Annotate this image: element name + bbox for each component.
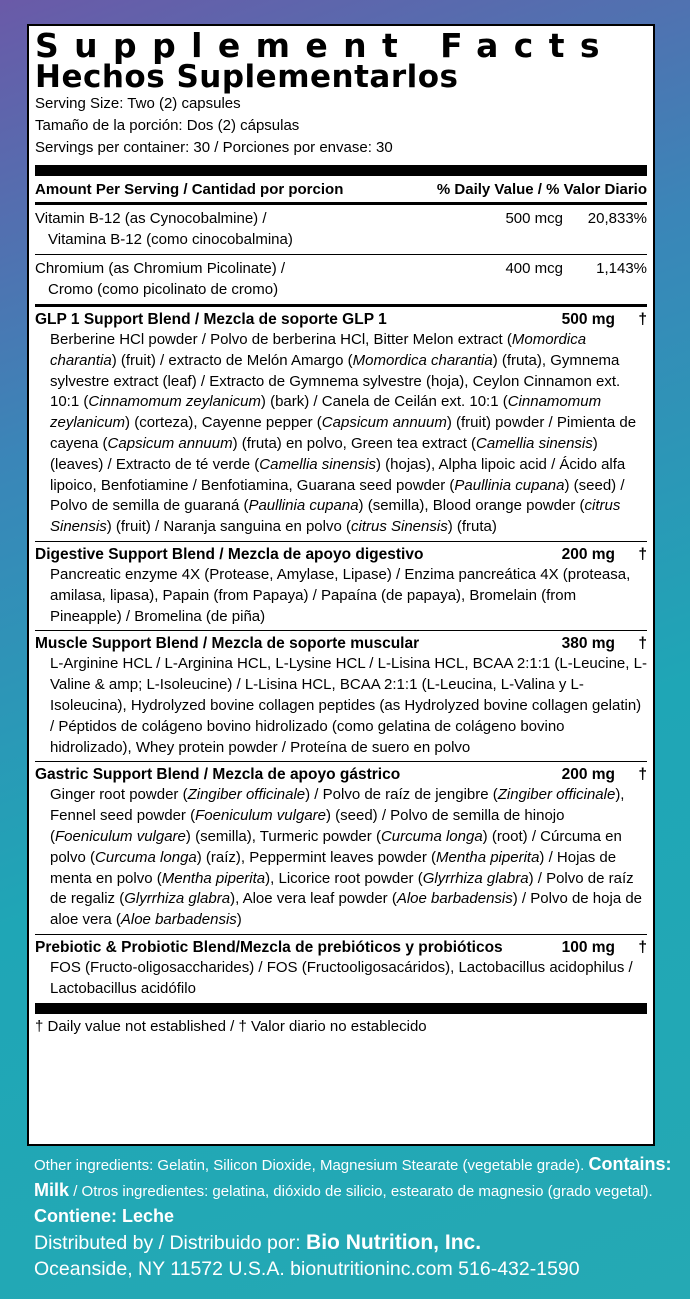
contiene-leche: Contiene: Leche [34, 1206, 175, 1226]
distributor [34, 1230, 674, 1256]
blend-title [35, 633, 647, 654]
other-ingredients-text-es: / Otros ingredientes: gelatina, dióxido de silicio, estearato de magnesio (grado vegetal). [73, 1183, 653, 1200]
latin-name: Curcuma longa [380, 827, 483, 845]
ingredient-text: Pancreatic enzyme 4X (Protease, Amylase, Lipase) / Enzima pancreática 4X (proteasa, amilasa, lipasa), Papain (from Papaya) / Papaína (de papaya), Bromelain (from Pineapple) / Bromelina (de piña) [50, 565, 631, 625]
ingredient-text: ) (root) / Cúrcuma en polvo ( [50, 827, 622, 866]
nutrient-name: Chromium (as Chromium Picolinate) / [35, 260, 286, 277]
dv-header: % Daily Value / % Valor Diario [436, 181, 647, 198]
nutrient-amount: 500 mcg [505, 210, 563, 227]
latin-name: citrus Sinensis [50, 497, 621, 536]
dagger: † [638, 311, 647, 328]
latin-name: Paullinia cupana [248, 497, 359, 515]
blend-row [35, 307, 647, 542]
thick-divider [35, 165, 647, 176]
blend-ingredients [35, 654, 647, 758]
label-bottom [34, 1152, 674, 1282]
blend-name: Gastric Support Blend / Mezcla de apoyo gástrico [35, 766, 401, 784]
blend-name: Muscle Support Blend / Mezcla de soporte muscular [35, 635, 420, 653]
ingredient-text: ) (fruit) / extracto de Melón Amargo ( [111, 351, 353, 369]
blend-amount: 380 mg [561, 635, 615, 653]
servings-per-container: Servings per container: 30 / Porciones por envase: 30 [35, 139, 393, 156]
blend-name: Prebiotic & Probiotic Blend/Mezcla de prebióticos y probióticos [35, 938, 503, 956]
supplement-facts-panel [27, 24, 655, 1146]
ingredient-text: L-Arginine HCL / L-Arginina HCL, L-Lysine HCL / L-Lisina HCL, BCAA 2:1:1 (L-Leucine, L-Valine & amp; L-Isoleucine) / L-Lisina HCL, BCAA 2:1:1 (L-Leucina, L-Valina y L-Isoleucina), Hydrolyzed bovine collagen peptides (as Hydrolyzed bovine collagen gelatin) / Péptidos de colágeno bovino hidrolizado (como gelatina de colágeno bovino hidrolizado), Whey protein powder / Proteína de suero en polvo [50, 655, 647, 756]
ingredient-text: ), Aloe vera leaf powder ( [230, 890, 397, 908]
blend-row [35, 935, 647, 1003]
thick-divider-bottom [35, 1003, 647, 1014]
ingredient-text: ) / Polvo de raíz de regaliz ( [50, 869, 634, 908]
ingredient-text: Berberine HCl powder / Polvo de berberina HCl, Bitter Melon extract ( [50, 331, 512, 348]
ingredient-text: ) / Polvo de raíz de jengibre ( [305, 786, 498, 804]
dagger: † [638, 766, 647, 784]
nutrient-amount: 400 mcg [505, 260, 563, 277]
amount-header: Amount Per Serving / Cantidad por porcion [35, 181, 344, 198]
ingredient-text: ) [236, 911, 242, 929]
ingredient-text: ), Fennel seed powder ( [50, 786, 625, 825]
ingredient-text: ) (seed) / Polvo de semilla de guaraná ( [50, 476, 625, 515]
latin-name: Foeniculum vulgare [55, 827, 186, 845]
ingredient-text: ) (fruta) en polvo, Green tea extract ( [232, 434, 477, 452]
blend-name: Digestive Support Blend / Mezcla de apoyo digestivo [35, 545, 424, 563]
latin-name: Paullinia cupana [454, 476, 565, 494]
nutrient-dv: 1,143% [596, 260, 647, 277]
ingredient-text: ) (fruit) powder / Pimienta de cayena ( [50, 414, 637, 452]
ingredient-text: ) (corteza), Cayenne pepper ( [125, 414, 322, 432]
ingredient-text: ) (raíz), Peppermint leaves powder ( [196, 848, 437, 866]
blend-title [35, 309, 647, 330]
blend-row [35, 631, 647, 762]
ingredient-text: ) / Hojas de menta en polvo ( [50, 848, 617, 887]
latin-name: Cinnamomum zeylanicum [88, 393, 261, 411]
latin-name: Zingiber officinale [497, 786, 616, 804]
blend-name: GLP 1 Support Blend / Mezcla de soporte GLP 1 [35, 311, 387, 328]
dagger: † [638, 545, 647, 563]
other-ingredients [34, 1152, 674, 1230]
footnote: † Daily value not established / † Valor diario no establecido [35, 1017, 427, 1035]
latin-name: Cinnamomum zeylanicum [50, 393, 602, 432]
latin-name: Glyrrhiza glabra [422, 869, 529, 887]
blend-amount: 200 mg [561, 766, 615, 784]
title-english: Supplement Facts [35, 26, 615, 65]
ingredient-text: ) (hojas), Alpha lipoic acid / Ácido alfa lipoico, Benfotiamine / Benfotiamina, Guarana seed powder ( [50, 455, 626, 494]
nutrient-dv: 20,833% [587, 210, 647, 227]
latin-name: Glyrrhiza glabra [124, 890, 231, 908]
ingredient-text: ) (leaves) / Extracto de té verde ( [50, 434, 598, 473]
latin-name: Capsicum annuum [107, 434, 233, 452]
serving-size: Serving Size: Two (2) capsules [35, 95, 241, 112]
nutrient-row [35, 255, 647, 307]
nutrient-name: Vitamin B-12 (as Cynocobalmine) / [35, 210, 267, 227]
blend-title [35, 937, 647, 958]
nutrient-name-es: Cromo (como picolinato de cromo) [48, 281, 279, 298]
nutrient-row [35, 205, 647, 255]
ingredient-text: Ginger root powder ( [50, 786, 188, 804]
blend-row [35, 542, 647, 631]
ingredient-text: ), Licorice root powder ( [265, 869, 423, 887]
blend-ingredients [35, 330, 647, 538]
ingredient-text: ) (semilla), Blood orange powder ( [358, 497, 585, 515]
ingredient-text: ) (bark) / Canela de Ceilán ext. 10:1 ( [260, 393, 508, 411]
latin-name: Momordica charantia [50, 331, 587, 369]
nutrient-name-es: Vitamina B-12 (como cinocobalmina) [48, 231, 293, 248]
blend-amount: 200 mg [561, 545, 615, 563]
latin-name: Zingiber officinale [187, 786, 306, 804]
latin-name: Mentha piperita [436, 848, 540, 866]
distributor-label: Distributed by / Distribuido por: [34, 1232, 301, 1254]
blend-row [35, 762, 647, 935]
blend-amount: 500 mg [561, 311, 615, 328]
latin-name: Capsicum annuum [321, 414, 447, 432]
latin-name: Momordica charantia [352, 351, 493, 369]
ingredient-text: ) (fruta), Gymnema sylvestre extract (leaf) / Extracto de Gymnema sylvestre (hoja), Ceylon Cinnamon ext. 10:1 ( [50, 351, 621, 411]
dagger: † [638, 635, 647, 653]
latin-name: citrus Sinensis [351, 518, 448, 536]
table-header [35, 176, 647, 205]
latin-name: Camellia sinensis [259, 455, 376, 473]
title-spanish: Hechos Suplementarlos [35, 59, 459, 95]
blend-amount: 100 mg [561, 938, 615, 956]
other-ingredients-text: Other ingredients: Gelatin, Silicon Dioxide, Magnesium Stearate (vegetable grade). [34, 1157, 585, 1174]
distributor-address: Oceanside, NY 11572 U.S.A. bionutritioninc.com 516-432-1590 [34, 1258, 580, 1280]
blend-title [35, 764, 647, 785]
blends-section [35, 307, 647, 1003]
ingredient-text: FOS (Fructo-oligosaccharides) / FOS (Fructooligosacáridos), Lactobacillus acidophilus / Lactobacillus acidófilo [50, 958, 633, 997]
latin-name: Aloe barbadensis [396, 890, 513, 908]
dagger: † [638, 938, 647, 956]
blend-ingredients [35, 785, 647, 931]
latin-name: Curcuma longa [95, 848, 197, 866]
latin-name: Mentha piperita [161, 869, 266, 887]
ingredient-text: ) (fruit) / Naranja sanguina en polvo ( [106, 518, 351, 536]
blend-ingredients [35, 565, 647, 627]
distributor-name: Bio Nutrition, Inc. [306, 1231, 482, 1254]
blend-ingredients [35, 958, 647, 1000]
latin-name: Camellia sinensis [476, 434, 593, 452]
contains-milk: Contains: Milk [34, 1154, 672, 1200]
serving-size-es: Tamaño de la porción: Dos (2) cápsulas [35, 117, 300, 134]
blend-title [35, 544, 647, 565]
ingredient-text: ) (fruta) [447, 518, 497, 536]
latin-name: Aloe barbadensis [120, 911, 237, 929]
latin-name: Foeniculum vulgare [195, 807, 326, 825]
ingredient-text: ) (semilla), Turmeric powder ( [185, 827, 381, 845]
ingredient-text: ) / Polvo de hoja de aloe vera ( [50, 890, 643, 929]
ingredient-text: ) (seed) / Polvo de semilla de hinojo ( [50, 807, 565, 845]
